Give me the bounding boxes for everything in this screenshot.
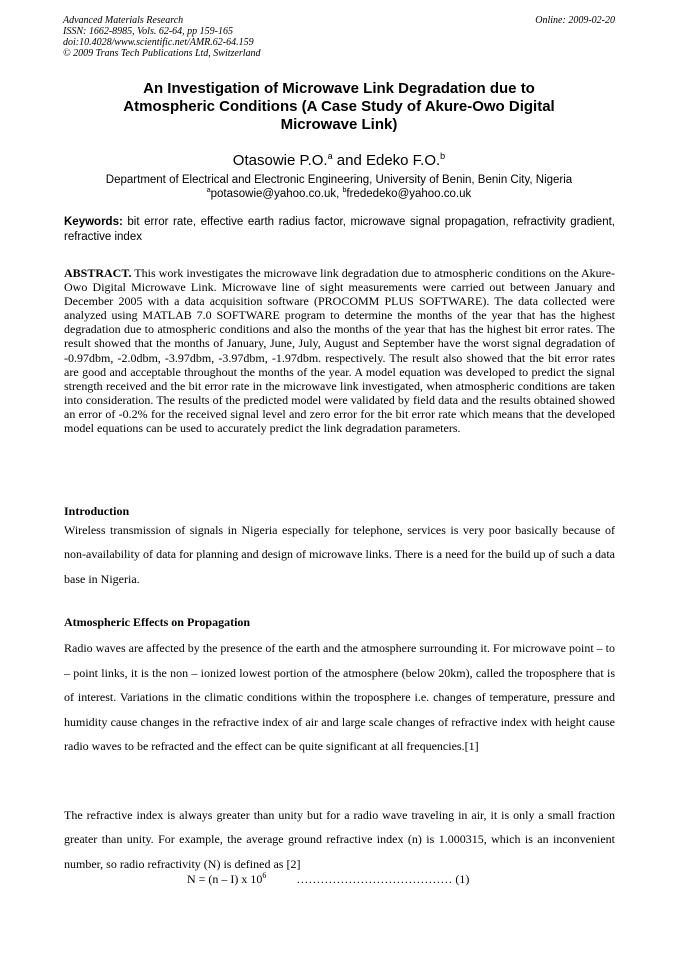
affiliation [0,173,678,201]
email-b-mark: b [342,187,347,195]
paper-title [100,80,578,134]
online-date: Online: 2009-02-20 [535,15,615,26]
equation-exponent: 6 [262,871,267,880]
equation-number: ………………………………… (1) [296,872,470,886]
doi-line: doi:10.4028/www.scientific.net/AMR.62-64.159 [63,37,254,48]
email-a[interactable]: potasowie@yahoo.co.uk, [210,188,343,200]
journal-header [63,15,615,59]
title-line-1: An Investigation of Microwave Link Degradation due to [143,80,535,97]
author-conjunction: and [332,152,366,169]
refractivity-equation [187,871,469,887]
email-b[interactable]: frededeko@yahoo.co.uk [346,188,472,200]
journal-name: Advanced Materials Research [63,15,184,26]
abstract-label: ABSTRACT. [64,266,132,280]
abstract-paragraph [64,266,615,435]
author-2-affil-mark: b [440,151,446,161]
copyright-line: © 2009 Trans Tech Publications Ltd, Switzerland [63,48,261,59]
author-1-affil-mark: a [327,151,333,161]
keywords-label: Keywords: [64,216,123,228]
keywords-paragraph [64,215,615,245]
issn-line: ISSN: 1662-8985, Vols. 62-64, pp 159-165 [63,26,233,37]
abstract-text: This work investigates the microwave link degradation due to atmospheric conditions on the Akure-Owo Digital Microwave Link. Microwave line of sight measurements were carried out between January and December 2005 with a data acquisition software (PROCOMM PLUS SOFTWARE). The data collected were analyzed using MATLAB 7.0 SOFTWARE program to determine the months of the year that has the highest degradation due to atmospheric conditions and also the months of the year that has the highest bit error rates. The result showed that the months of January, June, July, August and September have the worst signal degradation of -0.97dbm, -2.0dbm, -3.97dbm, -3.97dbm, -1.97dbm. respectively. The result also showed that the bit error rates are good and acceptable throughout the months of the year. A model equation was developed to predict the signal strength received and the bit error rate in the microwave link investigated, when atmospheric conditions are taken into consideration. The results of the predicted model were validated by field data and the results obtained showed an error of -0.2% for the received signal level and zero error for the bit error rate which means that the developed model equations can be used to accurately predict the link degradation parameters. [64,266,615,436]
title-line-3: Microwave Link) [280,116,398,133]
author-line [0,152,678,170]
author-2: Edeko F.O. [365,152,441,169]
author-1: Otasowie P.O. [232,152,328,169]
atmospheric-effects-heading: Atmospheric Effects on Propagation [64,615,251,629]
refractive-index-text: The refractive index is always greater than unity but for a radio wave traveling in air, it is only a small fraction greater than unity. For example, the average ground refractive index (n) is 1.000315, which is an inconvenient number, so radio refractivity (N) is defined as [2] [64,808,615,871]
introduction-heading: Introduction [64,504,130,518]
equation-lhs: N = (n – I) x 10 [187,872,263,886]
email-line [0,187,678,201]
atmospheric-effects-text: Radio waves are affected by the presence of the earth and the atmosphere surrounding it. For microwave point – to – point links, it is the non – ionized lowest portion of the atmosphere (below 20km), called the troposphere that is of interest. Variations in the climatic conditions within the troposphere i.e. changes of temperature, pressure and humidity cause changes in the refractive index of air and large scale changes of refractive index with height cause radio waves to be refracted and the effect can be quite significant at all frequencies.[1] [64,641,615,753]
introduction-text: Wireless transmission of signals in Nigeria especially for telephone, services is very poor basically because of non-availability of data for planning and design of microwave links. There is a need for the build up of such a data base in Nigeria. [64,523,615,586]
keywords-text: bit error rate, effective earth radius factor, microwave signal propagation, refractivity gradient, refractive index [64,216,615,243]
title-line-2: Atmospheric Conditions (A Case Study of Akure-Owo Digital [123,98,555,115]
email-a-mark: a [206,187,211,195]
department-line: Department of Electrical and Electronic Engineering, University of Benin, Benin City, Nigeria [105,174,573,186]
